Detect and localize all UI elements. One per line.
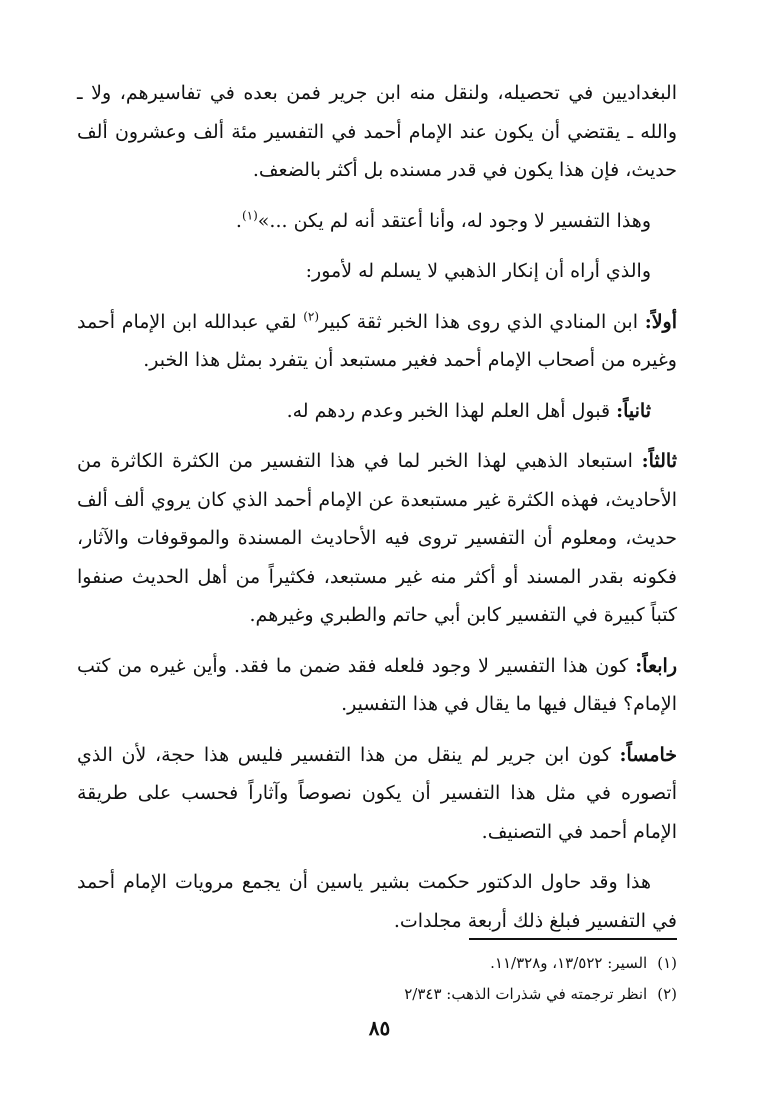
- point-label: أولاً:: [644, 310, 677, 333]
- point-label: خامساً:: [619, 743, 677, 766]
- paragraph-second: ثانياً: قبول أهل العلم لهذا الخبر وعدم ردهم له.: [286, 399, 651, 422]
- paragraph-quote-end: وهذا التفسير لا وجود له، وأنا أعتقد أنه لم يكن ...»$^{(١)}$.: [235, 208, 651, 232]
- point-label: ثانياً:: [616, 399, 651, 422]
- paragraph-continuation: البغداديين في تحصيله، ولنقل منه ابن جرير فمن بعده في تفاسيرهم، ولا ـ والله ـ يقتضي أن يكون عند الإمام أحمد في التفسير مئة ألف وعشرون ألف حديث، فإن هذا يكون في قدر مسنده بل أكثر بالضعف.: [77, 82, 677, 181]
- footnote-number: (١): [657, 954, 677, 972]
- footnote-number: (٢): [657, 985, 677, 1003]
- footnotes: [77, 948, 677, 1010]
- footnote-text: انظر ترجمته في شذرات الذهب: ٢/٣٤٣: [404, 985, 648, 1003]
- body-text: [77, 74, 677, 952]
- footnote-ref-1: (١): [241, 208, 258, 223]
- footnote-divider: [469, 938, 677, 940]
- footnote-2: [77, 979, 677, 1010]
- page-number: ٨٥: [368, 1016, 391, 1040]
- footnote-1: [77, 948, 677, 979]
- footnote-text: السير: ١٣/٥٢٢، و١١/٣٢٨.: [490, 954, 648, 972]
- paragraph-intro: والذي أراه أن إنكار الذهبي لا يسلم له لأمور:: [305, 260, 651, 282]
- paragraph-closing: هذا وقد حاول الدكتور حكمت بشير ياسين أن يجمع مرويات الإمام أحمد في التفسير فبلغ ذلك أربعة مجلدات.: [77, 871, 677, 932]
- paragraph-fourth: رابعاً: كون هذا التفسير لا وجود فلعله فقد ضمن ما فقد. وأين غيره من كتب الإمام؟ فيقال فيها ما يقال في هذا التفسير.: [77, 654, 677, 715]
- paragraph-third: ثالثاً: استبعاد الذهبي لهذا الخبر لما في هذا التفسير من الكثرة الكاثرة من الأحاديث، فهذه الكثرة غير مستبعدة عن الإمام أحمد الذي كان يروي ألف ألف حديث، ومعلوم أن التفسير تروى فيه الأحاديث المسندة والموقوفات والآثار، فكونه بقدر المسند أو أكثر منه غير مستبعد، فكثيراً من أهل الحديث صنفوا كتباً كبيرة في التفسير كابن أبي حاتم والطبري وغيرهم.: [77, 450, 677, 626]
- point-label: رابعاً:: [635, 654, 677, 677]
- footnote-ref-2: (٢): [303, 309, 320, 324]
- paragraph-fifth: خامساً: كون ابن جرير لم ينقل من هذا التفسير فليس هذا حجة، لأن الذي أتصوره في مثل هذا التفسير أن يكون نصوصاً وآثاراً فحسب على طريقة الإمام أحمد في التصنيف.: [77, 743, 677, 843]
- point-label: ثالثاً:: [641, 450, 677, 472]
- paragraph-first: أولاً: ابن المنادي الذي روى هذا الخبر ثقة كبير$^{(٢)}$ لقي عبدالله ابن الإمام أحمد وغيره من أصحاب الإمام أحمد فغير مستبعد أن يتفرد بمثل هذا الخبر.: [77, 309, 677, 371]
